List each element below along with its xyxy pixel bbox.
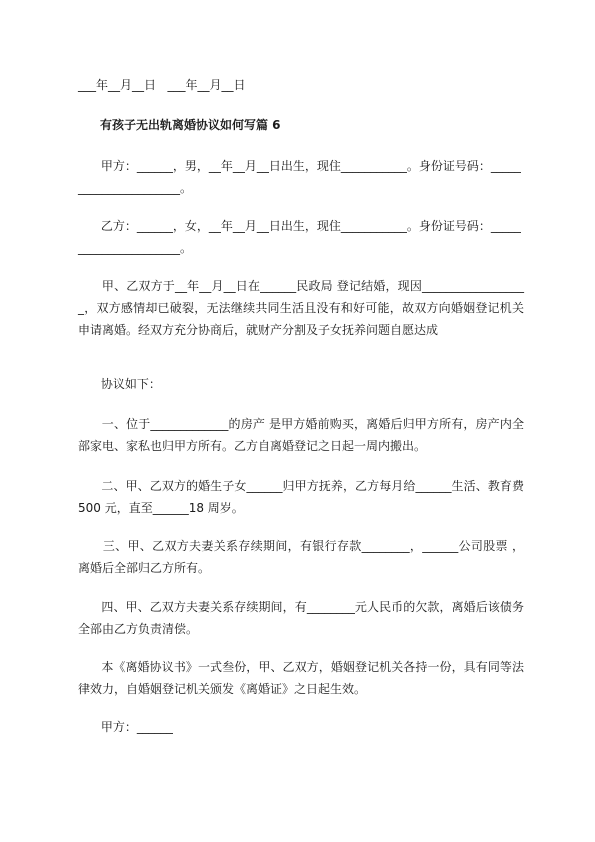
clause-3-paragraph: 三、甲、乙双方夫妻关系存续期间，有银行存款________，______公司股票 ，离婚后全部归乙方所有。 <box>78 539 524 575</box>
clause-5-paragraph: 本《离婚协议书》一式叁份，甲、乙双方，婚姻登记机关各持一份，具有同等法律效力，自婚姻登记机关颁发《离婚证》之日起生效。 <box>78 660 524 696</box>
date-line: ___年__月__日 ___年__月__日 <box>78 78 246 92</box>
marriage-paragraph: 甲、乙双方于__年__月__日在______民政局 登记结婚，现因__________________，双方感情却已破裂，无法继续共同生活且没有和好可能，故双方向婚姻登记机关申请离婚。经双方充分协商后，就财产分割及子女抚养问题自愿达成 <box>78 279 524 337</box>
clause-4-paragraph: 四、甲、乙双方夫妻关系存续期间，有________元人民币的欠款，离婚后该债务全部由乙方负责清偿。 <box>78 600 524 636</box>
party-a-paragraph: 甲方：______，男，__年__月__日出生，现住___________。身份证号码：______________________。 <box>78 159 521 195</box>
signature-party-a: 甲方：______ <box>78 720 173 734</box>
party-b-paragraph: 乙方：______，女，__年__月__日出生，现住___________。身份证号码：______________________。 <box>78 219 521 255</box>
clause-2-paragraph: 二、甲、乙双方的婚生子女______归甲方抚养，乙方每月给______生活、教育费 500 元，直至______18 周岁。 <box>78 479 528 515</box>
document-title: 有孩子无出轨离婚协议如何写篇 6 <box>100 118 281 132</box>
agreement-intro: 协议如下： <box>78 377 161 391</box>
clause-1-paragraph: 一、位于_____________的房产 是甲方婚前购买，离婚后归甲方所有，房产内全部家电、家私也归甲方所有。乙方自离婚登记之日起一周内搬出。 <box>78 417 524 453</box>
